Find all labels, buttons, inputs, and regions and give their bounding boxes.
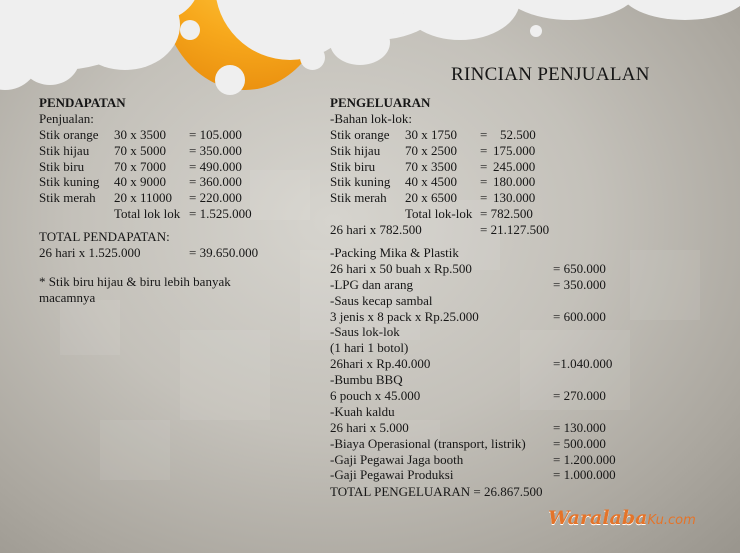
item-eq: = — [480, 174, 488, 190]
item-value: 180.000 — [493, 174, 536, 190]
item-eq: = — [480, 126, 488, 142]
item-value: 245.000 — [493, 158, 536, 174]
item-value: 175.000 — [493, 142, 536, 158]
expense-item — [330, 372, 630, 388]
logo-main: Waralaba — [548, 507, 648, 529]
expense-item-text: -Saus lok-lok — [330, 324, 400, 340]
total-pendapatan-calc: 26 hari x 1.525.000 — [39, 244, 141, 260]
pendapatan-heading: PENDAPATAN — [39, 95, 126, 110]
item-name: Stik orange — [39, 126, 99, 142]
expense-item — [330, 277, 630, 293]
income-row — [39, 127, 299, 143]
expense-item-text: 3 jenis x 8 pack x Rp.25.000 — [330, 308, 479, 324]
item-name: Stik merah — [39, 190, 96, 206]
expense-item — [330, 293, 630, 309]
expense-item-text: 26hari x Rp.40.000 — [330, 356, 431, 372]
expense-item-value: = 600.000 — [553, 308, 606, 324]
expense-item — [330, 340, 630, 356]
total-lok-lok-value: = 782.500 — [480, 206, 533, 222]
item-qty: 70 x 5000 — [114, 142, 166, 158]
item-eq: = — [480, 190, 488, 206]
expense-item — [330, 452, 630, 468]
pendapatan-section — [39, 95, 299, 222]
logo-sub: Ku.com — [647, 513, 696, 528]
expense-item-text: -LPG dan arang — [330, 276, 414, 292]
expense-item — [330, 356, 630, 372]
income-row — [39, 174, 299, 190]
item-qty: 30 x 3500 — [114, 126, 166, 142]
expense-item-value: = 270.000 — [553, 388, 606, 404]
expense-item — [330, 388, 630, 404]
total-lok-lok-label: Total lok-lok — [405, 206, 473, 222]
sun-shape — [160, 0, 330, 90]
item-value: 52.500 — [500, 126, 536, 142]
expense-row — [330, 190, 630, 206]
total-lok-lok-label: Total lok lok — [114, 206, 181, 222]
item-value: = 105.000 — [189, 126, 242, 142]
expense-item — [330, 245, 630, 261]
expense-item-text: (1 hari 1 botol) — [330, 340, 409, 356]
income-row — [39, 143, 299, 159]
expense-item-text: -Biaya Operasional (transport, listrik) — [330, 435, 526, 451]
item-name: Stik biru — [39, 158, 85, 174]
total-pendapatan — [39, 229, 299, 261]
monthly-bahan-calc: 26 hari x 782.500 — [330, 222, 422, 238]
item-value: = 490.000 — [189, 158, 242, 174]
item-name: Stik biru — [330, 158, 376, 174]
item-eq: = — [480, 142, 488, 158]
total-pengeluaran-text: TOTAL PENGELUARAN = 26.867.500 — [330, 484, 543, 499]
expense-item — [330, 261, 630, 277]
item-value: = 360.000 — [189, 174, 242, 190]
expense-item-value: = 130.000 — [553, 419, 606, 435]
item-value: = 350.000 — [189, 142, 242, 158]
item-eq: = — [480, 158, 488, 174]
expense-item-value: = 650.000 — [553, 260, 606, 276]
expense-item-text: -Kuah kaldu — [330, 403, 395, 419]
pengeluaran-section — [330, 95, 630, 238]
expense-item-value: = 350.000 — [553, 276, 606, 292]
expense-row — [330, 174, 630, 190]
expense-row — [330, 127, 630, 143]
item-qty: 40 x 9000 — [114, 174, 166, 190]
expense-item — [330, 467, 630, 483]
bahan-label: -Bahan lok-lok: — [330, 110, 412, 126]
expense-item-value: = 1.000.000 — [553, 467, 616, 483]
expense-item-value: = 500.000 — [553, 435, 606, 451]
waralabaku-logo — [548, 507, 696, 529]
monthly-bahan-value: = 21.127.500 — [480, 222, 550, 238]
item-qty: 40 x 4500 — [405, 174, 457, 190]
item-qty: 20 x 6500 — [405, 190, 457, 206]
expense-item-text: 6 pouch x 45.000 — [330, 388, 421, 404]
expense-item-text: 26 hari x 5.000 — [330, 419, 409, 435]
expense-item — [330, 420, 630, 436]
expense-item-value: = 1.200.000 — [553, 451, 616, 467]
item-name: Stik kuning — [330, 174, 391, 190]
pengeluaran-heading: PENGELUARAN — [330, 95, 431, 110]
expense-item — [330, 324, 630, 340]
item-value: = 220.000 — [189, 190, 242, 206]
expense-item-value: =1.040.000 — [553, 356, 613, 372]
expense-item-text: -Packing Mika & Plastik — [330, 245, 459, 260]
other-expenses — [330, 245, 630, 483]
expense-item-text: -Gaji Pegawai Jaga booth — [330, 451, 464, 467]
expense-item-text: -Saus kecap sambal — [330, 292, 433, 308]
item-name: Stik merah — [330, 190, 387, 206]
item-qty: 70 x 3500 — [405, 158, 457, 174]
income-row — [39, 159, 299, 175]
expense-item — [330, 404, 630, 420]
expense-item — [330, 436, 630, 452]
penjualan-label: Penjualan: — [39, 110, 94, 126]
expense-row — [330, 143, 630, 159]
item-name: Stik hijau — [39, 142, 90, 158]
total-pendapatan-value: = 39.650.000 — [189, 244, 259, 260]
item-qty: 70 x 7000 — [114, 158, 166, 174]
total-lok-lok-value: = 1.525.000 — [189, 206, 252, 222]
income-row — [39, 190, 299, 206]
item-value: 130.000 — [493, 190, 536, 206]
item-name: Stik kuning — [39, 174, 100, 190]
footnote: * Stik biru hijau & biru lebih banyak macamnya — [39, 274, 231, 305]
item-qty: 30 x 1750 — [405, 126, 457, 142]
item-qty: 70 x 2500 — [405, 142, 457, 158]
expense-row — [330, 159, 630, 175]
expense-item — [330, 309, 630, 325]
expense-item-text: 26 hari x 50 buah x Rp.500 — [330, 260, 472, 276]
item-qty: 20 x 11000 — [114, 190, 173, 206]
item-name: Stik hijau — [330, 142, 381, 158]
page-title: RINCIAN PENJUALAN — [451, 64, 650, 85]
expense-item-text: -Bumbu BBQ — [330, 372, 403, 388]
total-pendapatan-heading: TOTAL PENDAPATAN: — [39, 229, 170, 244]
item-name: Stik orange — [330, 126, 390, 142]
total-pengeluaran — [330, 484, 630, 500]
expense-item-text: -Gaji Pegawai Produksi — [330, 467, 454, 483]
